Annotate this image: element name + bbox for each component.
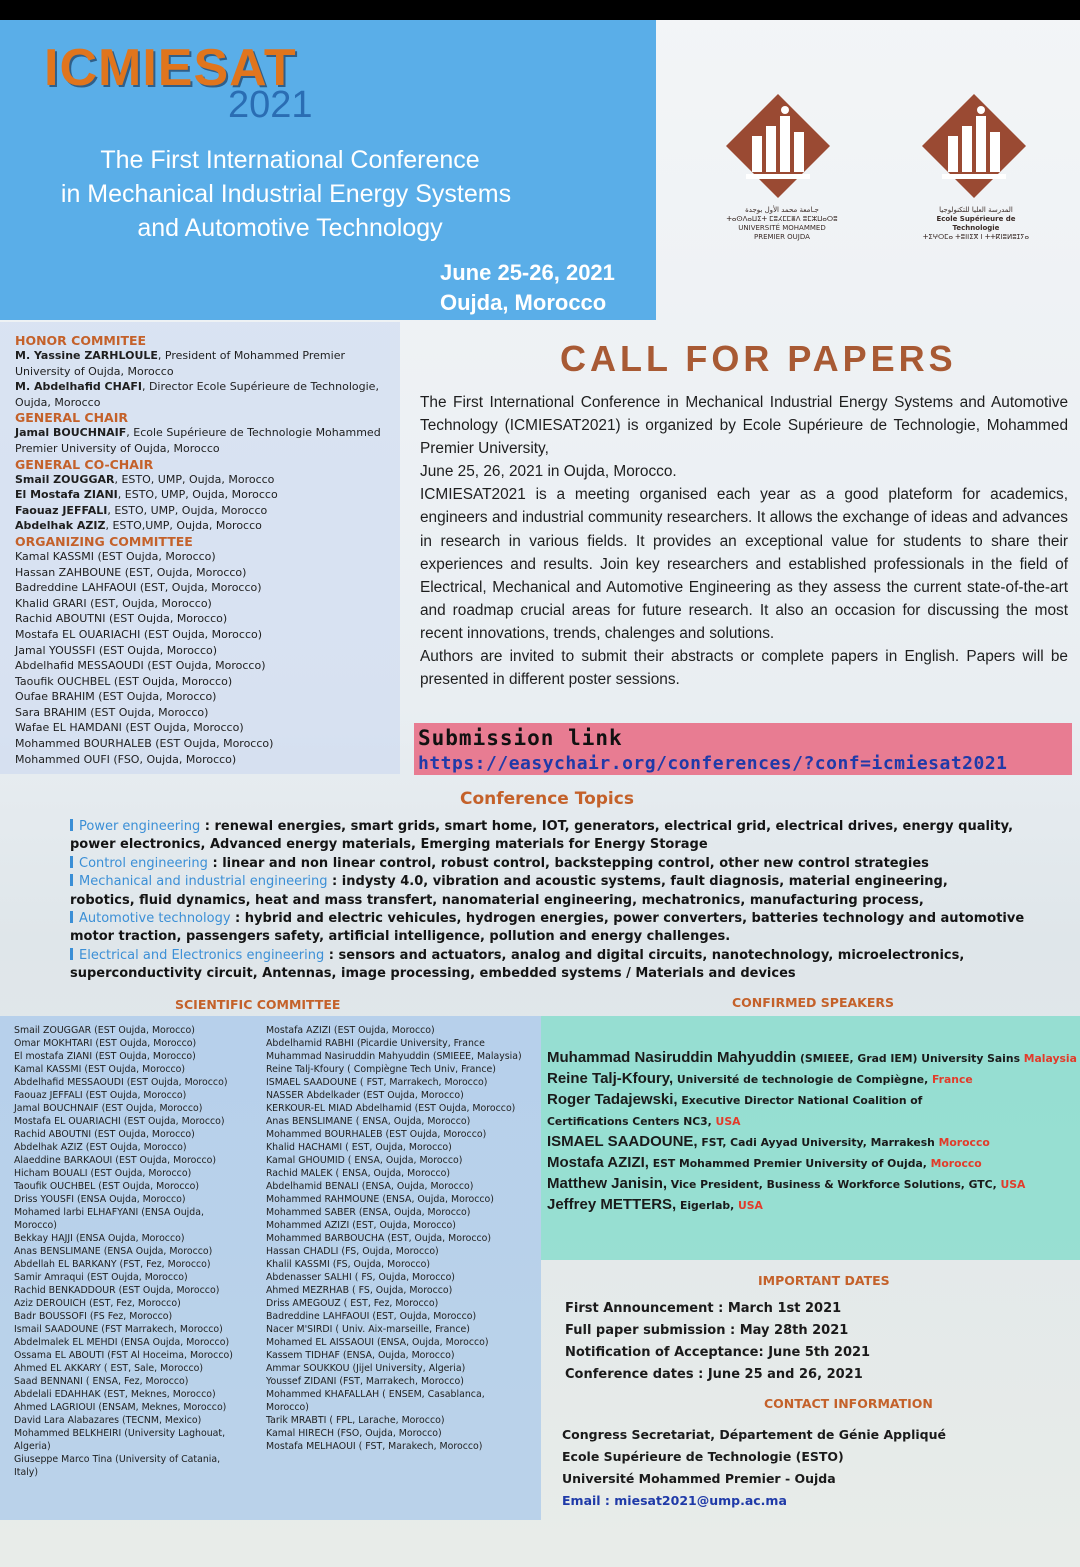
important-dates-title: IMPORTANT DATES bbox=[758, 1273, 890, 1288]
submission-link[interactable]: https://easychair.org/conferences/?conf=icmiesat2021 bbox=[418, 753, 1008, 774]
speaker-item bbox=[547, 1132, 1077, 1153]
scientific-member: Mohamed EL AISSAOUI (ENSA, Oujda, Morocco) bbox=[266, 1337, 489, 1348]
cfp-paragraph: Authors are invited to submit their abstracts or complete papers in English. Papers will be presented in different poster sessions. bbox=[420, 648, 1068, 689]
organizing-member: Abdelhafid MESSAOUDI (EST Oujda, Morocco) bbox=[15, 659, 266, 673]
scientific-committee-col-1 bbox=[14, 1024, 264, 1479]
important-date-item bbox=[565, 1342, 870, 1364]
organizing-member: Oufae BRAHIM (EST Oujda, Morocco) bbox=[15, 690, 217, 704]
scientific-member: Youssef ZIDANI (FST, Marrakech, Morocco) bbox=[266, 1376, 464, 1387]
topic-bullet-icon bbox=[70, 948, 73, 960]
call-for-papers-body bbox=[420, 391, 1068, 691]
scientific-member: Abdelhamid RABHI (Picardie University, France bbox=[266, 1038, 485, 1049]
scientific-member: Bekkay HAJJI (ENSA Oujda, Morocco) bbox=[14, 1233, 185, 1244]
speakers-title: CONFIRMED SPEAKERS bbox=[732, 995, 895, 1010]
conference-place: Oujda, Morocco bbox=[440, 290, 607, 315]
speaker-country: USA bbox=[1000, 1178, 1026, 1191]
school-caption-fr: Ecole Supérieure de Technologie bbox=[936, 215, 1016, 232]
topic-continuation: power electronics, Advanced energy materials, Emerging materials for Energy Storage bbox=[70, 837, 708, 853]
speaker-affiliation: Eigerlab, bbox=[676, 1199, 738, 1212]
school-caption-ar: المدرسة العليا للتكنولوجيا bbox=[939, 206, 1013, 214]
school-emblem-icon bbox=[918, 90, 1030, 202]
scientific-member: Kamal HIRECH (FSO, Oujda, Morocco) bbox=[266, 1428, 442, 1439]
topic-text: sensors and actuators, analog and digital circuits, nanotechnology, microelectronics, bbox=[338, 947, 965, 963]
topic-key: Control engineering bbox=[79, 855, 208, 871]
topics-title: Conference Topics bbox=[460, 789, 634, 809]
conference-title-line-1: The First International Conference bbox=[100, 146, 480, 174]
organizing-member: Wafae EL HAMDANI (EST Oujda, Morocco) bbox=[15, 721, 244, 735]
scientific-member: Ahmed LAGRIOUI (ENSAM, Meknes, Morocco) bbox=[14, 1402, 227, 1413]
organizing-member: Mohammed OUFI (FSO, Oujda, Morocco) bbox=[15, 752, 237, 766]
scientific-member: Faouaz JEFFALI (EST Oujda, Morocco) bbox=[14, 1090, 187, 1101]
cochair-member: Smail ZOUGGAR, ESTO, UMP, Oujda, Morocco bbox=[15, 472, 275, 486]
scientific-member: Abdellah EL BARKANY (FST, Fez, Morocco) bbox=[14, 1259, 211, 1270]
scientific-member: Anas BENSLIMANE (ENSA Oujda, Morocco) bbox=[14, 1246, 213, 1257]
conference-acronym: ICMIESAT bbox=[44, 39, 297, 97]
date-label: Notification of Acceptance: bbox=[565, 1345, 769, 1360]
scientific-member: Abdelhak AZIZ (EST Oujda, Morocco) bbox=[14, 1142, 187, 1153]
scientific-member: Smail ZOUGGAR (EST Oujda, Morocco) bbox=[14, 1025, 195, 1036]
speaker-item bbox=[547, 1111, 1077, 1132]
contact-email-line: Email : miesat2021@ump.ac.ma bbox=[562, 1493, 787, 1508]
speaker-item bbox=[547, 1090, 1077, 1111]
topic-continuation: robotics, fluid dynamics, heat and mass transfert, nanomaterial engineering, mechatronics, manufacturing process, bbox=[70, 892, 924, 908]
topic-item: Power engineering : renewal energies, smart grids, smart home, IOT, generators, electrical grid, electrical drives, energy quality, bbox=[70, 818, 1030, 836]
contact-line: Université Mohammed Premier - Oujda bbox=[562, 1471, 836, 1486]
organizing-member: Rachid ABOUTNI (EST Oujda, Morocco) bbox=[15, 612, 228, 626]
speaker-affiliation: FST, Cadi Ayyad University, Marrakesh bbox=[697, 1136, 939, 1149]
scientific-committee-col-2 bbox=[266, 1024, 538, 1453]
scientific-member: Muhammad Nasiruddin Mahyuddin (SMIEEE, Malaysia) bbox=[266, 1051, 522, 1062]
topic-continuation: superconductivity circuit, Antennas, image processing, embedded systems / Materials and devices bbox=[70, 966, 796, 982]
cochair-member: El Mostafa ZIANI, ESTO, UMP, Oujda, Morocco bbox=[15, 488, 278, 502]
speaker-country: Morocco bbox=[938, 1136, 990, 1149]
scientific-member: Mohamed larbi ELHAFYANI (ENSA Oujda, bbox=[14, 1207, 204, 1218]
school-caption-tifinagh: ⵜⵉⵖⵔⵎⴰ ⵜⵓⵏⵏⵉⴳ ⵏ ⵜⵜⴽⵏⵓⵍⵓⵊⵢⴰ bbox=[922, 233, 1030, 241]
speaker-item bbox=[547, 1153, 1077, 1174]
speaker-country: Morocco bbox=[930, 1157, 982, 1170]
honor-member: M. Abdelhafid CHAFI, Director Ecole Supérieure de Technologie, Oujda, Morocco bbox=[15, 380, 379, 409]
scientific-member: Italy) bbox=[14, 1467, 38, 1478]
scientific-member: David Lara Alabazares (TECNM, Mexico) bbox=[14, 1415, 202, 1426]
date-value: June 5th 2021 bbox=[768, 1345, 871, 1360]
organizing-member: Jamal YOUSSFI (EST Oujda, Morocco) bbox=[15, 643, 218, 657]
date-label: Full paper submission : bbox=[565, 1323, 740, 1338]
speaker-item bbox=[547, 1174, 1077, 1195]
cochair-member: Faouaz JEFFALI, ESTO, UMP, Oujda, Morocco bbox=[15, 503, 268, 517]
speaker-name: Reine Talj-Kfoury, bbox=[547, 1070, 674, 1087]
scientific-member: Mohammed BOURHALEB (EST Oujda, Morocco) bbox=[266, 1129, 487, 1140]
scientific-member: Nacer M'SIRDI ( Univ. Aix-marseille, France) bbox=[266, 1324, 470, 1335]
date-value: May 28th 2021 bbox=[739, 1323, 849, 1338]
topic-text: renewal energies, smart grids, smart home, IOT, generators, electrical grid, electrical drives, energy quality, bbox=[214, 819, 1014, 834]
scientific-member: Mohammed SABER (ENSA, Oujda, Morocco) bbox=[266, 1207, 471, 1218]
speaker-country: USA bbox=[715, 1115, 741, 1128]
scientific-member: Abdelali EDAHHAK (EST, Meknes, Morocco) bbox=[14, 1389, 216, 1400]
contact-line: Ecole Supérieure de Technologie (ESTO) bbox=[562, 1449, 844, 1464]
school-logo bbox=[914, 90, 1038, 242]
scientific-member: Jamal BOUCHNAIF (EST Oujda, Morocco) bbox=[14, 1103, 203, 1114]
scientific-member: Abdenasser SALHI ( FS, Oujda, Morocco) bbox=[266, 1272, 455, 1283]
scientific-member: Kassem TIDHAF (ENSA, Oujda, Morocco) bbox=[266, 1350, 455, 1361]
cfp-paragraph: June 25, 26, 2021 in Oujda, Morocco. bbox=[420, 463, 677, 481]
call-for-papers-title: CALL FOR PAPERS bbox=[560, 338, 957, 379]
topic-item: Control engineering : linear and non linear control, robust control, backstepping control, other new control strategies bbox=[70, 855, 1030, 873]
speaker-name: Muhammad Nasiruddin Mahyuddin bbox=[547, 1049, 797, 1066]
scientific-committee-title: SCIENTIFIC COMMITTEE bbox=[175, 997, 341, 1012]
scientific-member: Mohammed RAHMOUNE (ENSA, Oujda, Morocco) bbox=[266, 1194, 494, 1205]
honor-member: M. Yassine ZARHLOULE, President of Mohammed Premier University of Oujda, Morocco bbox=[15, 349, 345, 378]
organizing-member: Sara BRAHIM (EST Oujda, Morocco) bbox=[15, 705, 209, 719]
scientific-member: Mohammed KHAFALLAH ( ENSEM, Casablanca, bbox=[266, 1389, 485, 1400]
topic-text: linear and non linear control, robust control, backstepping control, other new control strategies bbox=[222, 855, 929, 871]
scientific-member: Khalil KASSMI (FS, Oujda, Morocco) bbox=[266, 1259, 431, 1270]
contact-line: Congress Secretariat, Département de Génie Appliqué bbox=[562, 1427, 946, 1442]
topic-bullet-icon bbox=[70, 911, 73, 923]
honor-committee-heading: HONOR COMMITEE bbox=[15, 333, 147, 348]
scientific-member: Anas BENSLIMANE ( ENSA, Oujda, Morocco) bbox=[266, 1116, 471, 1127]
university-logo bbox=[722, 90, 842, 242]
speaker-item bbox=[547, 1069, 1077, 1090]
organizing-member: Badreddine LAHFAOUI (EST, Oujda, Morocco) bbox=[15, 581, 262, 595]
scientific-member: Khalid HACHAMI ( EST, Oujda, Morocco) bbox=[266, 1142, 452, 1153]
topics-list bbox=[70, 818, 1030, 984]
important-date-item bbox=[565, 1320, 870, 1342]
scientific-member: Mohammed BARBOUCHA (EST, Oujda, Morocco) bbox=[266, 1233, 492, 1244]
topic-key: Power engineering bbox=[79, 819, 201, 834]
speakers-list bbox=[547, 1048, 1077, 1216]
topic-bullet-icon bbox=[70, 874, 73, 886]
speaker-name: Jeffrey METTERS, bbox=[547, 1196, 677, 1213]
scientific-member: Alaeddine BARKAOUI (EST Oujda, Morocco) bbox=[14, 1155, 217, 1166]
speaker-affiliation: Executive Director National Coalition of bbox=[677, 1094, 923, 1107]
topic-bullet-icon bbox=[70, 819, 73, 831]
scientific-member: Giuseppe Marco Tina (University of Catania, bbox=[14, 1454, 221, 1465]
scientific-member: Badreddine LAHFAOUI (EST, Oujda, Morocco) bbox=[266, 1311, 477, 1322]
scientific-member: Mohammed AZIZI (EST, Oujda, Morocco) bbox=[266, 1220, 456, 1231]
scientific-member: Rachid MALEK ( ENSA, Oujda, Morocco) bbox=[266, 1168, 451, 1179]
scientific-member: Samir Amraqui (EST Oujda, Morocco) bbox=[14, 1272, 188, 1283]
speaker-country: Malaysia bbox=[1023, 1052, 1077, 1065]
topic-text: hybrid and electric vehicules, hydrogen energies, power converters, batteries technology and automotive bbox=[244, 911, 1025, 927]
scientific-member: Mostafa MELHAOUI ( FST, Marakech, Morocco) bbox=[266, 1441, 483, 1452]
speaker-item bbox=[547, 1048, 1077, 1069]
top-black-bar bbox=[0, 0, 1080, 20]
scientific-member: Mostafa EL OUARIACHI (EST Oujda, Morocco) bbox=[14, 1116, 225, 1127]
cfp-paragraph: The First International Conference in Mechanical Industrial Energy Systems and Automotive Technology (ICMIESAT2021) is organized by Ecole Supérieure de Technologie, Mohammed Premier University, bbox=[420, 394, 1068, 458]
topic-bullet-icon bbox=[70, 856, 73, 868]
date-value: June 25 and 26, 2021 bbox=[707, 1367, 863, 1382]
scientific-member: ISMAEL SAADOUNE ( FST, Marrakech, Morocco) bbox=[266, 1077, 488, 1088]
speaker-affiliation: Vice President, Business & Workforce Solutions, GTC, bbox=[667, 1178, 1001, 1191]
university-caption-fr: UNIVERSITÉ MOHAMMED PREMIER OUJDA bbox=[738, 224, 826, 241]
scientific-member: Ossama EL ABOUTI (FST Al Hoceima, Morocco) bbox=[14, 1350, 233, 1361]
speaker-affiliation: Certifications Centers NC3, bbox=[547, 1115, 716, 1128]
conference-title-line-3: and Automotive Technology bbox=[137, 214, 443, 242]
important-dates-list bbox=[565, 1298, 870, 1386]
important-date-item bbox=[565, 1364, 870, 1386]
topic-item: Mechanical and industrial engineering : indysty 4.0, vibration and acoustic systems, fault diagnosis, material engineering, bbox=[70, 873, 1030, 891]
scientific-member: Omar MOKHTARI (EST Oujda, Morocco) bbox=[14, 1038, 197, 1049]
conference-date: June 25-26, 2021 bbox=[440, 260, 615, 285]
speaker-affiliation: EST Mohammed Premier University of Oujda, bbox=[648, 1157, 931, 1170]
speaker-name: Roger Tadajewski, bbox=[547, 1091, 678, 1108]
speaker-country: France bbox=[931, 1073, 973, 1086]
organizing-member: Mohammed BOURHALEB (EST Oujda, Morocco) bbox=[15, 737, 274, 751]
scientific-member: Ismail SAADOUNE (FST Marrakech, Morocco) bbox=[14, 1324, 223, 1335]
scientific-member: Tarik MRABTI ( FPL, Larache, Morocco) bbox=[266, 1415, 445, 1426]
scientific-member: Abdelhamid BENALI (ENSA, Oujda, Morocco) bbox=[266, 1181, 474, 1192]
conference-date-place bbox=[440, 258, 615, 318]
scientific-member: Rachid ABOUTNI (EST Oujda, Morocco) bbox=[14, 1129, 195, 1140]
topic-key: Electrical and Electronics engineering bbox=[79, 947, 325, 963]
scientific-member: Rachid BENKADDOUR (EST Oujda, Morocco) bbox=[14, 1285, 220, 1296]
scientific-member: Hicham BOUALI (EST Oujda, Morocco) bbox=[14, 1168, 192, 1179]
scientific-member: Ammar SOUKKOU (Jijel University, Algeria) bbox=[266, 1363, 466, 1374]
speaker-affiliation: (SMIEEE, Grad IEM) University Sains bbox=[796, 1052, 1024, 1065]
contact-email-link[interactable]: miesat2021@ump.ac.ma bbox=[614, 1493, 787, 1508]
scientific-member: Kamal KASSMI (EST Oujda, Morocco) bbox=[14, 1064, 186, 1075]
scientific-member: Kamal GHOUMID ( ENSA, Oujda, Morocco) bbox=[266, 1155, 463, 1166]
scientific-member: Aziz DEROUICH (EST, Fez, Morocco) bbox=[14, 1298, 181, 1309]
scientific-member: Morocco) bbox=[14, 1220, 57, 1231]
scientific-member: Hassan CHADLI (FS, Oujda, Morocco) bbox=[266, 1246, 439, 1257]
contact-block bbox=[562, 1424, 946, 1512]
topic-key: Automotive technology bbox=[79, 911, 231, 927]
speaker-name: Matthew Janisin, bbox=[547, 1175, 668, 1192]
scientific-member: Mohammed BELKHEIRI (University Laghouat, bbox=[14, 1428, 226, 1439]
organizing-member: Mostafa EL OUARIACHI (EST Oujda, Morocco) bbox=[15, 627, 263, 641]
university-caption-tifinagh: ⵜⴰⵙⴷⴰⵡⵉⵜ ⵎⵓⵃⵎⵎⴻⴷ ⵓⵎⵣⵡⴰⵔⵓ bbox=[726, 215, 838, 223]
scientific-member: Driss YOUSFI (ENSA Oujda, Morocco) bbox=[14, 1194, 186, 1205]
scientific-member: Ahmed MEZRHAB ( FS, Oujda, Morocco) bbox=[266, 1285, 453, 1296]
conference-title-line-2: in Mechanical Industrial Energy Systems bbox=[60, 180, 512, 208]
important-date-item bbox=[565, 1298, 870, 1320]
cochair-member: Abdelhak AZIZ, ESTO,UMP, Oujda, Morocco bbox=[15, 519, 262, 533]
organizing-member: Kamal KASSMI (EST Oujda, Morocco) bbox=[15, 549, 216, 563]
speaker-affiliation: Université de technologie de Compiègne, bbox=[673, 1073, 932, 1086]
university-emblem-icon bbox=[722, 90, 834, 202]
scientific-member: Abdelhafid MESSAOUDI (EST Oujda, Morocco) bbox=[14, 1077, 228, 1088]
scientific-member: Driss AMEGOUZ ( EST, Fez, Morocco) bbox=[266, 1298, 439, 1309]
cfp-paragraph: ICMIESAT2021 is a meeting organised each year as a good plateform for academics, engineers and industrial community researchers. It allows the exchange of ideas and advances in research in various fields. It provides an exceptional value for students to share their experiences and results. Join key researchers and established professionals in the field of Electrical, Mechanical and Automotive Engineering as they assess the current state-of-the-art and roadmap crucial areas for future research. It also an occasion for discussing the most recent innovations, trends, chalenges and solutions. bbox=[420, 486, 1068, 642]
speaker-item bbox=[547, 1195, 1077, 1216]
scientific-member: Abdelmalek EL MEHDI (ENSA Oujda, Morocco) bbox=[14, 1337, 230, 1348]
contact-title: CONTACT INFORMATION bbox=[764, 1396, 933, 1411]
scientific-member: Morocco) bbox=[266, 1402, 309, 1413]
scientific-member: Taoufik OUCHBEL (EST Oujda, Morocco) bbox=[14, 1181, 200, 1192]
scientific-member: Mostafa AZIZI (EST Oujda, Morocco) bbox=[266, 1025, 435, 1036]
organizing-committee-list bbox=[15, 549, 395, 767]
general-chair-member: Jamal BOUCHNAIF, Ecole Supérieure de Technologie Mohammed Premier University of Oujda, Morocco bbox=[15, 426, 381, 455]
submission-label: Submission link bbox=[418, 726, 623, 750]
topic-text: indysty 4.0, vibration and acoustic systems, fault diagnosis, material engineering, bbox=[341, 874, 948, 890]
committees-list bbox=[15, 333, 395, 767]
general-cochair-heading: GENERAL CO-CHAIR bbox=[15, 456, 154, 472]
scientific-member: Badr BOUSSOFI (FS Fez, Morocco) bbox=[14, 1311, 173, 1322]
organizing-committee-heading: ORGANIZING COMMITTEE bbox=[15, 533, 193, 549]
scientific-member: NASSER Abdelkader (EST Oujda, Morocco) bbox=[266, 1090, 464, 1101]
organizing-member: Taoufik OUCHBEL (EST Oujda, Morocco) bbox=[15, 674, 233, 688]
topic-item: Automotive technology : hybrid and electric vehicules, hydrogen energies, power converters, batteries technology and automotive bbox=[70, 910, 1030, 928]
organizing-member: Hassan ZAHBOUNE (EST, Oujda, Morocco) bbox=[15, 565, 247, 579]
date-label: Conference dates : bbox=[565, 1367, 708, 1382]
organizing-member: Khalid GRARI (EST, Oujda, Morocco) bbox=[15, 596, 212, 610]
scientific-member: KERKOUR-EL MIAD Abdelhamid (EST Oujda, Morocco) bbox=[266, 1103, 516, 1114]
university-caption-ar: جـامعة محمد الأول بوجدة bbox=[745, 206, 819, 214]
scientific-member: El mostafa ZIANI (EST Oujda, Morocco) bbox=[14, 1051, 196, 1062]
topic-item: Electrical and Electronics engineering : sensors and actuators, analog and digital circuits, nanotechnology, microelectronics, bbox=[70, 947, 1030, 965]
scientific-member: Ahmed EL AKKARY ( EST, Sale, Morocco) bbox=[14, 1363, 204, 1374]
topic-continuation: motor traction, passengers safety, artificial intelligence, pollution and energy challenges. bbox=[70, 929, 731, 945]
date-label: First Announcement : bbox=[565, 1301, 728, 1316]
topic-key: Mechanical and industrial engineering bbox=[79, 874, 328, 890]
speaker-country: USA bbox=[738, 1199, 763, 1212]
conference-year: 2021 bbox=[228, 84, 313, 126]
speaker-name: Mostafa AZIZI, bbox=[547, 1154, 649, 1171]
scientific-member: Algeria) bbox=[14, 1441, 51, 1452]
date-value: March 1st 2021 bbox=[727, 1301, 842, 1316]
speaker-name: ISMAEL SAADOUNE, bbox=[547, 1133, 698, 1150]
scientific-member: Saad BENNANI ( ENSA, Fez, Morocco) bbox=[14, 1376, 189, 1387]
general-chair-heading: GENERAL CHAIR bbox=[15, 410, 129, 426]
scientific-member: Reine Talj-Kfoury ( Compiègne Tech Univ, France) bbox=[266, 1064, 496, 1075]
